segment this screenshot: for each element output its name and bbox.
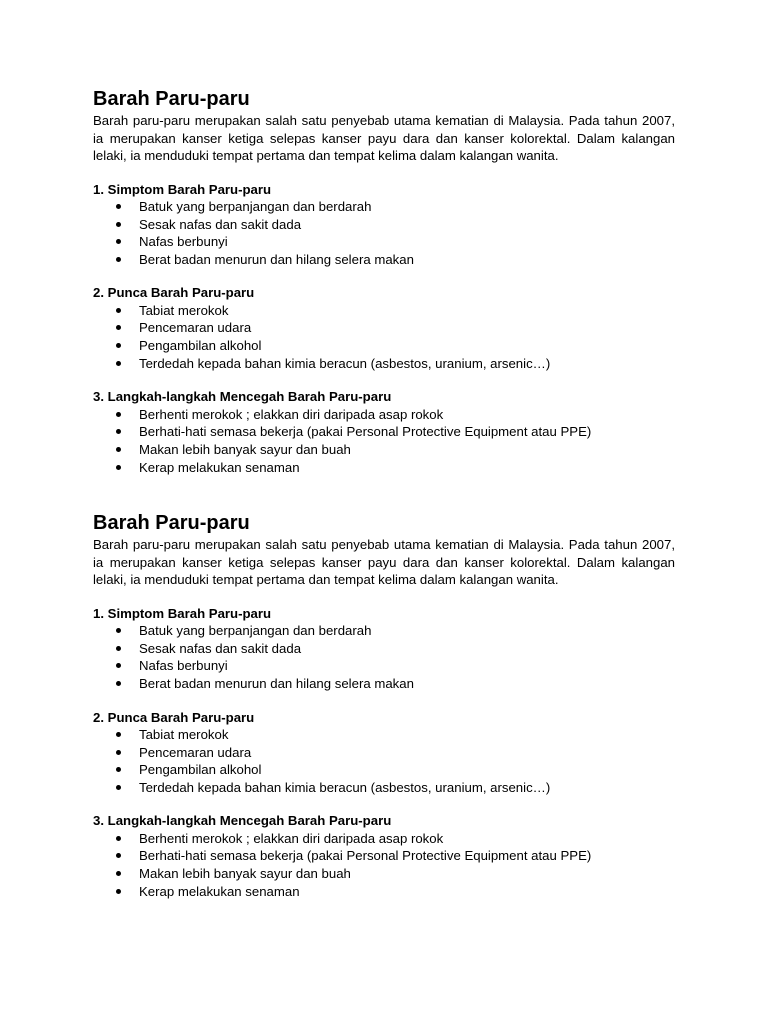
bullet-icon — [116, 465, 121, 470]
list-item — [93, 198, 675, 216]
group-heading: 3. Langkah-langkah Mencegah Barah Paru-paru — [93, 389, 392, 405]
bullet-icon — [116, 308, 121, 313]
document-page — [93, 86, 675, 900]
list-item-text: Pengambilan alkohol — [139, 338, 262, 354]
list-item — [93, 883, 675, 901]
list-item — [93, 830, 675, 848]
list-item-text: Kerap melakukan senaman — [139, 883, 300, 899]
bullet-icon — [116, 222, 121, 227]
bullet-icon — [116, 239, 121, 244]
list-item-text: Makan lebih banyak sayur dan buah — [139, 441, 351, 457]
list-item-text: Pencemaran udara — [139, 744, 252, 760]
article-section — [93, 86, 675, 476]
list-item-text: Tabiat merokok — [139, 302, 229, 318]
symptoms-group — [93, 605, 675, 693]
list-item — [93, 657, 675, 675]
bullet-list — [93, 726, 675, 796]
list-item — [93, 233, 675, 251]
group-heading: 1. Simptom Barah Paru-paru — [93, 605, 272, 621]
bullet-icon — [116, 785, 121, 790]
bullet-icon — [116, 853, 121, 858]
bullet-list — [93, 830, 675, 900]
bullet-icon — [116, 325, 121, 330]
bullet-icon — [116, 628, 121, 633]
group-heading: 2. Punca Barah Paru-paru — [93, 709, 255, 725]
intro-paragraph: Barah paru-paru merupakan salah satu penyebab utama kematian di Malaysia. Pada tahun 2007, ia merupakan kanser ketiga selepas kanser payu dara dan kanser kolorektal. Dalam kalangan lelaki, ia menduduki tempat pertama dan tempat kelima dalam kalangan wanita. — [93, 113, 675, 163]
intro-paragraph: Barah paru-paru merupakan salah satu penyebab utama kematian di Malaysia. Pada tahun 2007, ia merupakan kanser ketiga selepas kanser payu dara dan kanser kolorektal. Dalam kalangan lelaki, ia menduduki tempat pertama dan tempat kelima dalam kalangan wanita. — [93, 537, 675, 588]
bullet-icon — [116, 204, 121, 209]
list-item-text: Berhenti merokok ; elakkan diri daripada asap rokok — [139, 406, 444, 422]
list-item-text: Berat badan menurun dan hilang selera makan — [139, 675, 414, 691]
list-item — [93, 302, 675, 320]
list-item-text: Sesak nafas dan sakit dada — [139, 216, 302, 232]
list-item — [93, 726, 675, 744]
list-item — [93, 337, 675, 355]
bullet-icon — [116, 343, 121, 348]
group-heading: 2. Punca Barah Paru-paru — [93, 285, 255, 301]
list-item-text: Nafas berbunyi — [139, 234, 228, 250]
list-item — [93, 744, 675, 762]
list-item-text: Berhenti merokok ; elakkan diri daripada asap rokok — [139, 830, 444, 846]
list-item — [93, 865, 675, 883]
list-item — [93, 406, 675, 424]
list-item-text: Nafas berbunyi — [139, 658, 228, 674]
bullet-icon — [116, 871, 121, 876]
list-item-text: Sesak nafas dan sakit dada — [139, 640, 302, 656]
bullet-icon — [116, 836, 121, 841]
bullet-icon — [116, 257, 121, 262]
causes-group — [93, 284, 675, 372]
bullet-icon — [116, 663, 121, 668]
bullet-list — [93, 622, 675, 692]
list-item — [93, 355, 675, 373]
section-title: Barah Paru-paru — [93, 88, 250, 110]
list-item-text: Kerap melakukan senaman — [139, 459, 300, 475]
list-item — [93, 459, 675, 477]
bullet-list — [93, 198, 675, 268]
bullet-icon — [116, 889, 121, 894]
bullet-icon — [116, 646, 121, 651]
prevention-group — [93, 812, 675, 900]
list-item-text: Pengambilan alkohol — [139, 762, 262, 778]
bullet-icon — [116, 429, 121, 434]
prevention-group — [93, 388, 675, 476]
list-item — [93, 319, 675, 337]
list-item — [93, 251, 675, 269]
list-item-text: Tabiat merokok — [139, 727, 229, 742]
list-item-text: Makan lebih banyak sayur dan buah — [139, 866, 351, 882]
bullet-icon — [116, 767, 121, 772]
group-heading: 3. Langkah-langkah Mencegah Barah Paru-paru — [93, 813, 392, 829]
bullet-icon — [116, 732, 121, 737]
list-item-text: Pencemaran udara — [139, 320, 252, 336]
group-heading: 1. Simptom Barah Paru-paru — [93, 181, 272, 197]
bullet-icon — [116, 681, 121, 686]
list-item — [93, 622, 675, 640]
causes-group — [93, 709, 675, 797]
list-item-text: Berat badan menurun dan hilang selera makan — [139, 251, 414, 267]
list-item — [93, 847, 675, 865]
list-item — [93, 779, 675, 797]
bullet-icon — [116, 447, 121, 452]
symptoms-group — [93, 181, 675, 269]
bullet-list — [93, 406, 675, 476]
list-item-text: Terdedah kepada bahan kimia beracun (asbestos, uranium, arsenic…) — [139, 355, 551, 371]
bullet-icon — [116, 750, 121, 755]
list-item — [93, 761, 675, 779]
article-section — [93, 510, 675, 900]
list-item-text: Berhati-hati semasa bekerja (pakai Personal Protective Equipment atau PPE) — [139, 424, 592, 440]
bullet-icon — [116, 361, 121, 366]
list-item-text: Terdedah kepada bahan kimia beracun (asbestos, uranium, arsenic…) — [139, 779, 551, 795]
bullet-icon — [116, 412, 121, 417]
list-item — [93, 441, 675, 459]
list-item — [93, 675, 675, 693]
list-item — [93, 216, 675, 234]
bullet-list — [93, 302, 675, 372]
list-item-text: Berhati-hati semasa bekerja (pakai Personal Protective Equipment atau PPE) — [139, 848, 592, 864]
list-item — [93, 640, 675, 658]
list-item-text: Batuk yang berpanjangan dan berdarah — [139, 623, 372, 639]
section-title: Barah Paru-paru — [93, 512, 250, 535]
list-item — [93, 423, 675, 441]
list-item-text: Batuk yang berpanjangan dan berdarah — [139, 199, 372, 214]
